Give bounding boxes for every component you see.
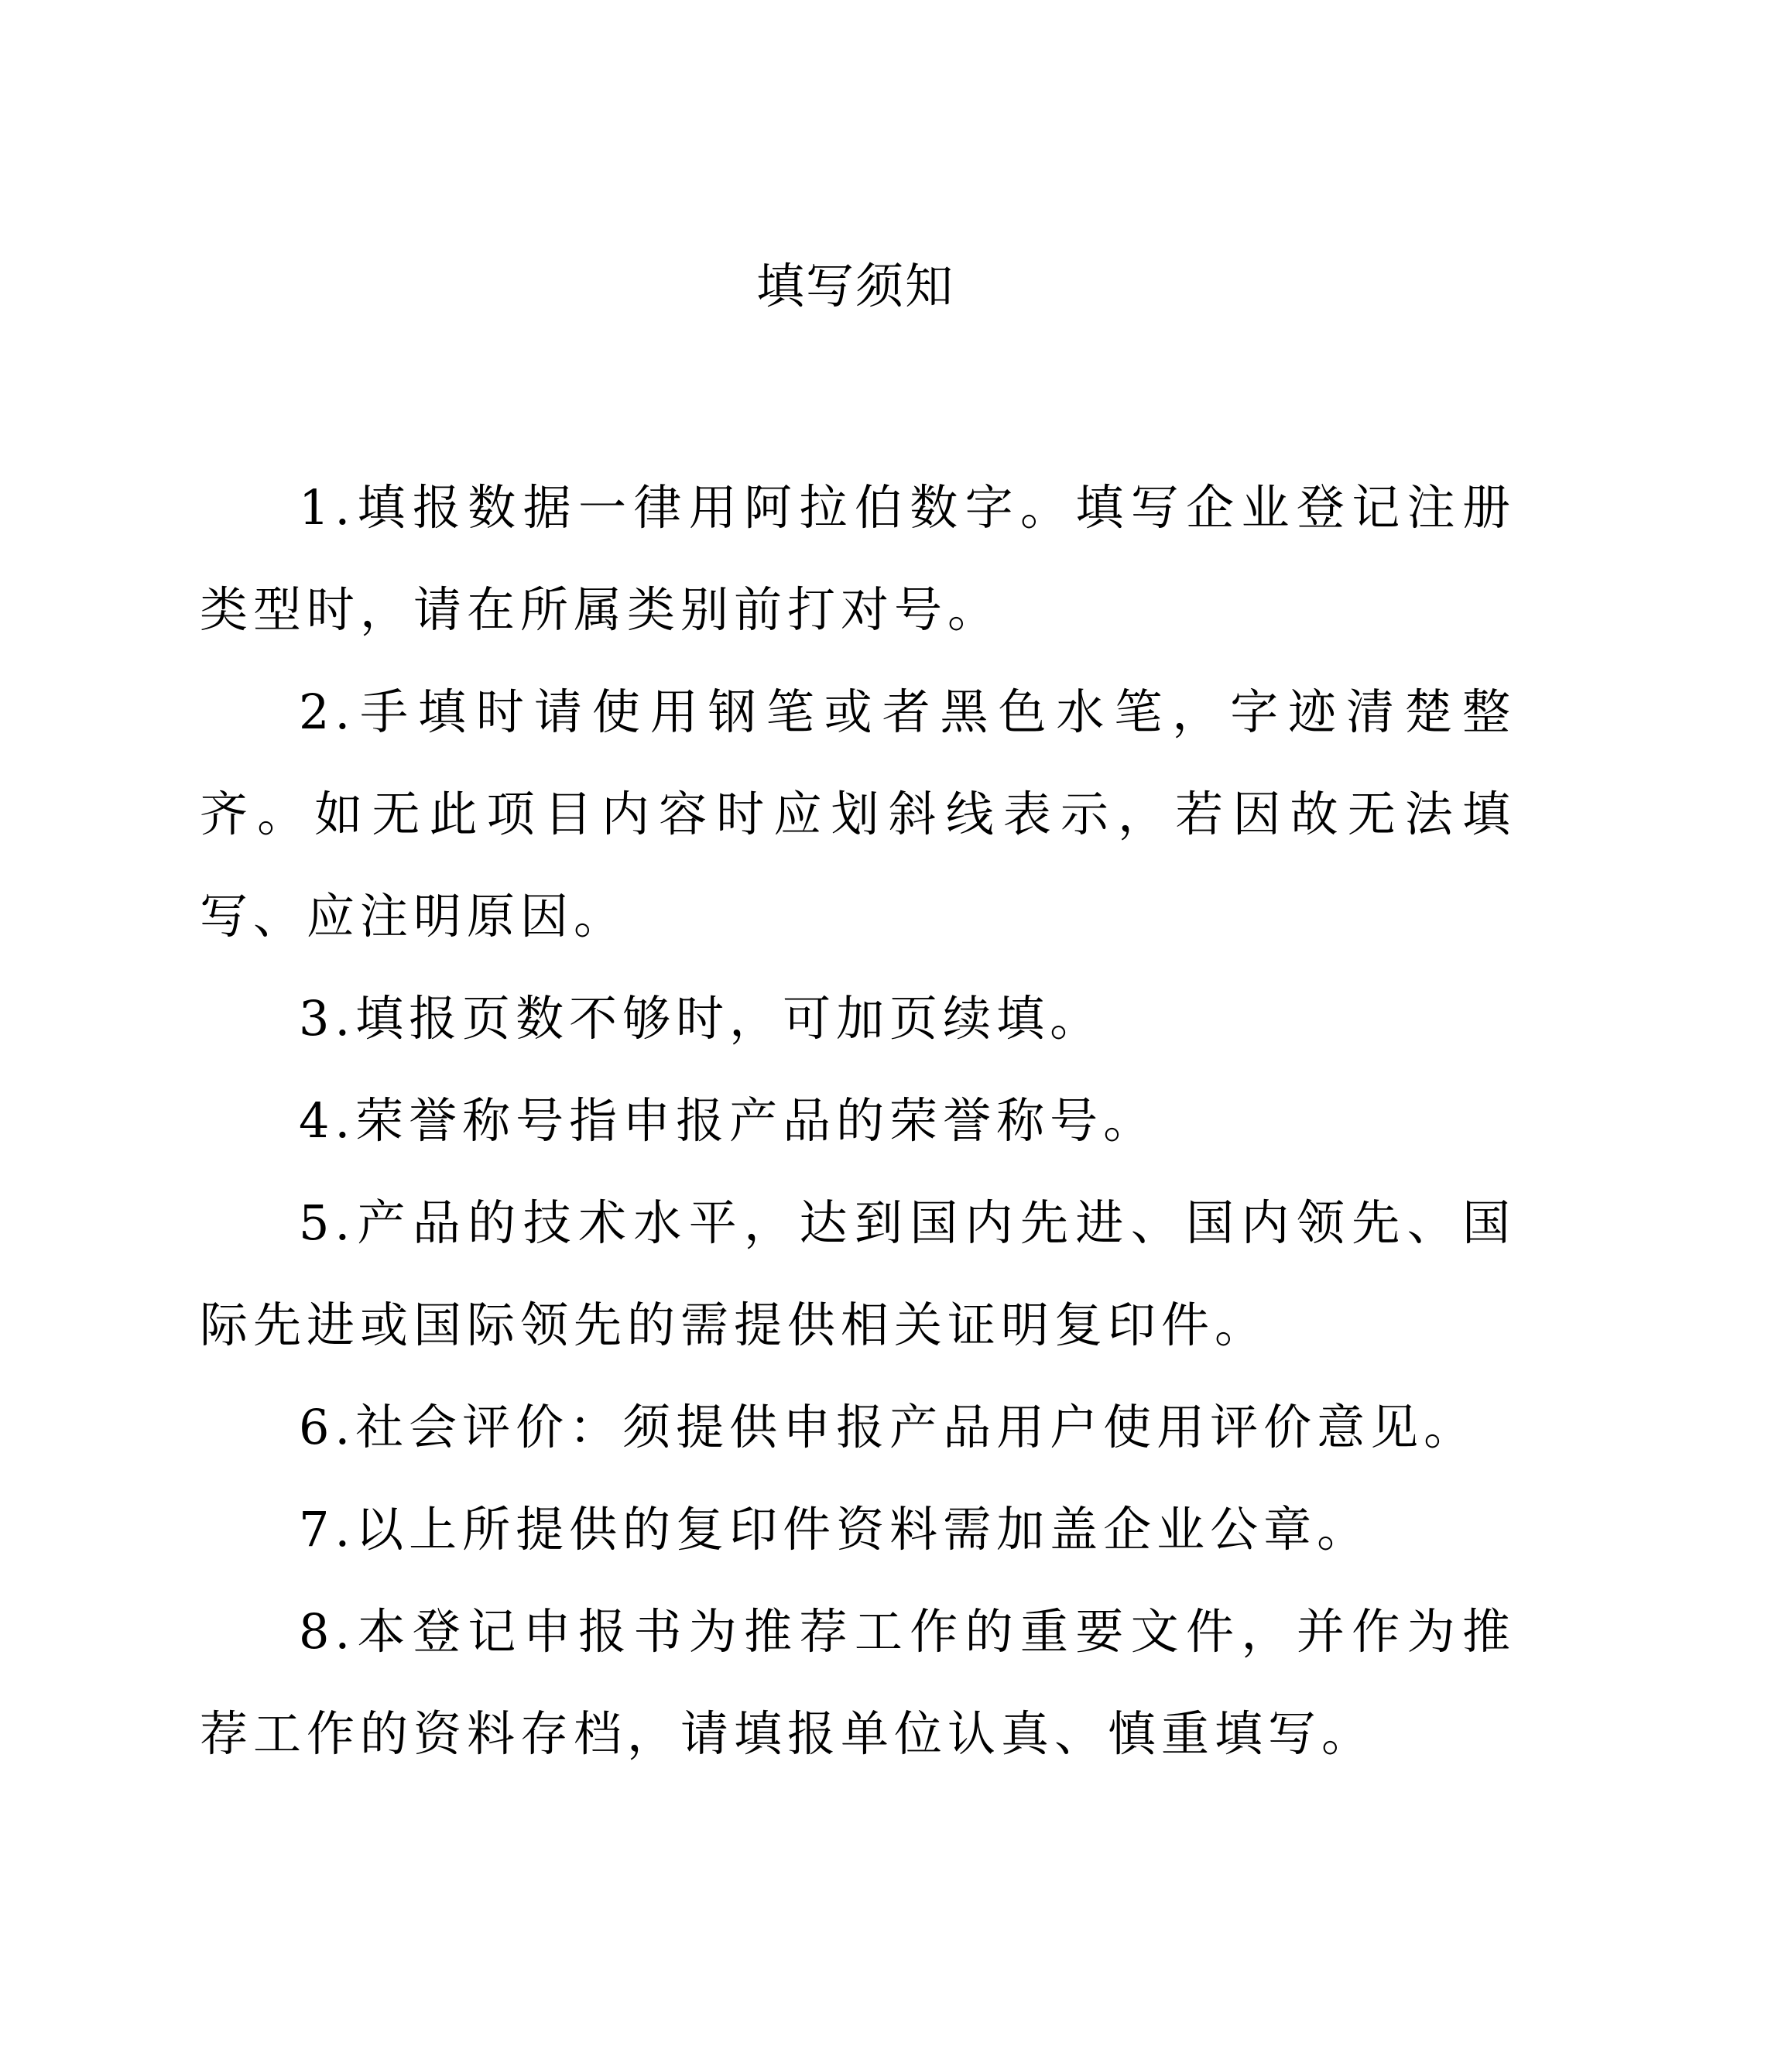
instruction-item-7: 7.以上所提供的复印件资料需加盖企业公章。: [299, 1501, 1371, 1558]
instruction-item-2: 2.手填时请使用钢笔或者黑色水笔，字迹清楚整齐。如无此项目内容时应划斜线表示，若因故无法填写、应注明原因。: [200, 684, 1516, 944]
instruction-item-1: 1.填报数据一律用阿拉伯数字。填写企业登记注册类型时，请在所属类别前打对号。: [200, 479, 1516, 638]
instruction-item-5: 5.产品的技术水平，达到国内先进、国内领先、国际先进或国际领先的需提供相关证明复印件。: [200, 1194, 1516, 1353]
instructions-list: [200, 457, 1516, 1785]
instruction-item-4: 4.荣誉称号指申报产品的荣誉称号。: [299, 1092, 1157, 1149]
instruction-item-8: 8.本登记申报书为推荐工作的重要文件，并作为推荐工作的资料存档，请填报单位认真、慎重填写。: [200, 1603, 1516, 1762]
instruction-item-3: 3.填报页数不够时，可加页续填。: [299, 990, 1104, 1047]
instruction-item-6: 6.社会评价：须提供申报产品用户使用评价意见。: [299, 1399, 1478, 1455]
page-title: 填写须知: [756, 258, 954, 314]
